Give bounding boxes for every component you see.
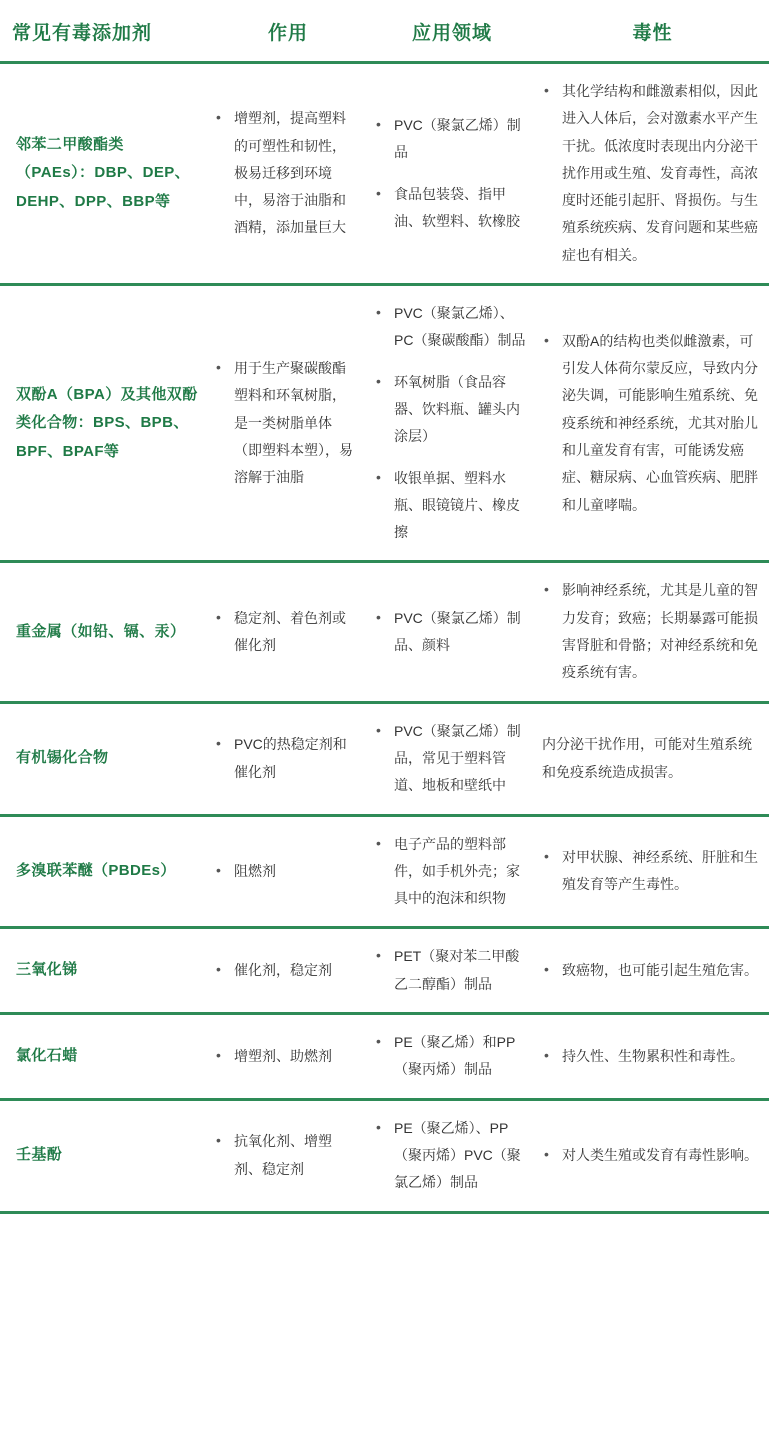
additive-toxicity bbox=[536, 1099, 769, 1212]
list-item: • 催化剂，稳定剂 bbox=[214, 957, 358, 984]
table-row bbox=[0, 562, 769, 702]
list-item: • PET（聚对苯二甲酸乙二醇酯）制品 bbox=[374, 943, 526, 998]
additive-function bbox=[208, 285, 368, 562]
table-row bbox=[0, 815, 769, 928]
additive-function bbox=[208, 63, 368, 285]
additive-toxicity bbox=[536, 285, 769, 562]
additive-toxicity bbox=[536, 928, 769, 1014]
additive-application bbox=[368, 815, 536, 928]
list-item: • 稳定剂、着色剂或催化剂 bbox=[214, 605, 358, 660]
additive-function bbox=[208, 562, 368, 702]
additive-application bbox=[368, 702, 536, 815]
list-item: • 影响神经系统，尤其是儿童的智力发育；致癌；长期暴露可能损害肾脏和骨骼；对神经系统和免疫系统有害。 bbox=[542, 577, 759, 686]
additive-function bbox=[208, 1014, 368, 1100]
list-item: • 致癌物，也可能引起生殖危害。 bbox=[542, 957, 759, 984]
table-header bbox=[0, 0, 769, 63]
list-item: • 持久性、生物累积性和毒性。 bbox=[542, 1043, 759, 1070]
additive-function bbox=[208, 928, 368, 1014]
additive-name: 多溴联苯醚（PBDEs） bbox=[16, 862, 176, 880]
list-item: • PVC（聚氯乙烯）制品，常见于塑料管道、地板和壁纸中 bbox=[374, 718, 526, 800]
list-item: • 对甲状腺、神经系统、肝脏和生殖发育等产生毒性。 bbox=[542, 844, 759, 899]
toxicity-text: 内分泌干扰作用，可能对生殖系统和免疫系统造成损害。 bbox=[542, 736, 752, 780]
list-item: • 增塑剂，提高塑料的可塑性和韧性，极易迁移到环境中，易溶于油脂和酒精，添加量巨大 bbox=[214, 105, 358, 241]
additive-name: 氯化石蜡 bbox=[16, 1047, 78, 1065]
additive-name: 双酚A（BPA）及其他双酚类化合物：BPS、BPB、BPF、BPAF等 bbox=[16, 385, 198, 460]
additive-application bbox=[368, 562, 536, 702]
list-item: • 抗氧化剂、增塑剂、稳定剂 bbox=[214, 1128, 358, 1183]
list-item: • 食品包装袋、指甲油、软塑料、软橡胶 bbox=[374, 181, 526, 236]
list-item: • PE（聚乙烯）和PP（聚丙烯）制品 bbox=[374, 1029, 526, 1084]
additive-name: 重金属（如铅、镉、汞） bbox=[16, 622, 186, 640]
additive-toxicity bbox=[536, 562, 769, 702]
column-header-toxicity: 毒性 bbox=[536, 0, 769, 63]
column-header-additive: 常见有毒添加剂 bbox=[0, 0, 208, 63]
additive-application bbox=[368, 285, 536, 562]
additive-application bbox=[368, 928, 536, 1014]
table-header-row bbox=[0, 0, 769, 63]
table-row bbox=[0, 1014, 769, 1100]
list-item: • PVC（聚氯乙烯）、PC（聚碳酸酯）制品 bbox=[374, 300, 526, 355]
table-row bbox=[0, 928, 769, 1014]
additive-name: 三氧化锑 bbox=[16, 961, 78, 979]
additive-function bbox=[208, 702, 368, 815]
additive-application bbox=[368, 1099, 536, 1212]
additive-name: 邻苯二甲酸酯类（PAEs）：DBP、DEP、DEHP、DPP、BBP等 bbox=[16, 135, 191, 210]
list-item: • 对人类生殖或发育有毒性影响。 bbox=[542, 1142, 759, 1169]
additive-toxicity bbox=[536, 1014, 769, 1100]
list-item: • 其化学结构和雌激素相似，因此进入人体后，会对激素水平产生干扰。低浓度时表现出内分泌干扰作用或生殖、发育毒性，高浓度时还能引起肝、肾损伤。与生殖系统疾病、发育问题和某些癌症也有相关。 bbox=[542, 78, 759, 269]
additive-name: 有机锡化合物 bbox=[16, 749, 109, 767]
table-body bbox=[0, 63, 769, 1213]
list-item: • 双酚A的结构也类似雌激素，可引发人体荷尔蒙反应，导致内分泌失调，可能影响生殖系统、免疫系统和神经系统，尤其对胎儿和儿童发育有害，可能诱发癌症、糖尿病、心血管疾病、肥胖和儿童哮喘。 bbox=[542, 328, 759, 519]
additive-toxicity bbox=[536, 815, 769, 928]
additive-name: 壬基酚 bbox=[16, 1146, 63, 1164]
column-header-function: 作用 bbox=[208, 0, 368, 63]
additive-toxicity bbox=[536, 63, 769, 285]
additive-function bbox=[208, 815, 368, 928]
table-row bbox=[0, 1099, 769, 1212]
list-item: • PVC（聚氯乙烯）制品、颜料 bbox=[374, 605, 526, 660]
additive-application bbox=[368, 63, 536, 285]
table-row bbox=[0, 702, 769, 815]
list-item: • 收银单据、塑料水瓶、眼镜镜片、橡皮擦 bbox=[374, 465, 526, 547]
list-item: • PE（聚乙烯）、PP（聚丙烯）PVC（聚氯乙烯）制品 bbox=[374, 1115, 526, 1197]
table-row bbox=[0, 285, 769, 562]
table-row bbox=[0, 63, 769, 285]
additive-application bbox=[368, 1014, 536, 1100]
additive-function bbox=[208, 1099, 368, 1212]
list-item: • 阻燃剂 bbox=[214, 858, 358, 885]
list-item: • 增塑剂、助燃剂 bbox=[214, 1043, 358, 1070]
list-item: • 用于生产聚碳酸酯塑料和环氧树脂，是一类树脂单体（即塑料本塑），易溶解于油脂 bbox=[214, 355, 358, 491]
list-item: • PVC的热稳定剂和催化剂 bbox=[214, 731, 358, 786]
column-header-application: 应用领域 bbox=[368, 0, 536, 63]
list-item: • PVC（聚氯乙烯）制品 bbox=[374, 112, 526, 167]
list-item: • 环氧树脂（食品容器、饮料瓶、罐头内涂层） bbox=[374, 369, 526, 451]
list-item: • 电子产品的塑料部件，如手机外壳；家具中的泡沫和织物 bbox=[374, 831, 526, 913]
additive-toxicity bbox=[536, 702, 769, 815]
